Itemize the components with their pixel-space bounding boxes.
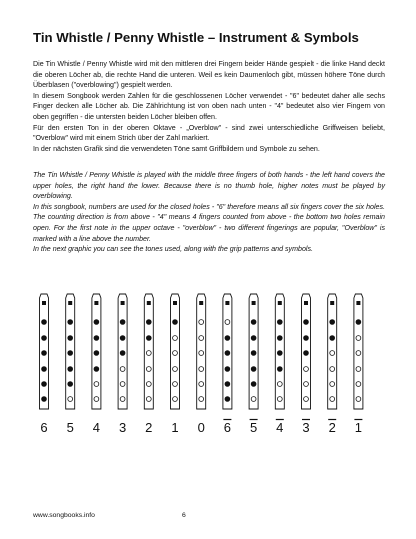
open-hole <box>173 351 178 356</box>
closed-hole <box>225 336 230 341</box>
closed-hole <box>277 336 282 341</box>
closed-hole <box>251 320 256 325</box>
whistle-diagram <box>92 294 101 435</box>
open-hole <box>120 397 125 402</box>
fingering-number: 3 <box>302 420 310 435</box>
german-paragraph: In diesem Songbook werden Zahlen für die geschlossenen Löcher verwendet - "6" bedeutet daher alle sechs Finger decken alle Löcher ab. Die Zählrichtung ist von oben nach unten - "4" bedeutet also vier Fingern von oben gegriffen - die untersten beiden Löcher bleiben offen. <box>33 91 385 121</box>
closed-hole <box>68 336 73 341</box>
fingering-number: 3 <box>118 420 127 435</box>
closed-hole <box>146 320 151 325</box>
closed-hole <box>330 320 335 325</box>
open-hole <box>330 351 335 356</box>
open-hole <box>225 320 230 325</box>
whistle-diagram <box>302 294 311 435</box>
open-hole <box>251 397 256 402</box>
whistle-diagram <box>275 294 284 435</box>
open-hole <box>356 397 361 402</box>
whistle-fipple <box>42 301 46 305</box>
whistle-diagram <box>40 294 49 435</box>
closed-hole <box>356 320 361 325</box>
open-hole <box>277 397 282 402</box>
whistle-fipple <box>173 301 177 305</box>
closed-hole <box>277 320 282 325</box>
closed-hole <box>68 351 73 356</box>
whistle-fipple <box>356 301 360 305</box>
whistle-diagram <box>223 294 232 435</box>
open-hole <box>120 382 125 387</box>
footer-page-number: 6 <box>182 512 186 519</box>
open-hole <box>199 367 204 372</box>
closed-hole <box>120 336 125 341</box>
open-hole <box>146 397 151 402</box>
open-hole <box>173 397 178 402</box>
whistle-diagram <box>197 294 206 435</box>
open-hole <box>304 382 309 387</box>
closed-hole <box>330 336 335 341</box>
open-hole <box>199 336 204 341</box>
english-paragraph: The Tin Whistle / Penny Whistle is played with the middle three fingers of both hands - the left hand covers the upper holes, the right hand the lower. Because there is no thumb hole, higher notes must be played by overblowing. <box>33 171 385 201</box>
closed-hole <box>68 382 73 387</box>
closed-hole <box>120 320 125 325</box>
open-hole <box>146 382 151 387</box>
fingering-number: 4 <box>92 420 101 435</box>
open-hole <box>199 382 204 387</box>
closed-hole <box>120 351 125 356</box>
fingering-number: 2 <box>328 420 336 435</box>
whistle-fipple <box>68 301 72 305</box>
open-hole <box>120 367 125 372</box>
closed-hole <box>146 336 151 341</box>
whistle-fipple <box>330 301 334 305</box>
fingering-number: 5 <box>66 420 74 435</box>
closed-hole <box>277 367 282 372</box>
closed-hole <box>225 382 230 387</box>
closed-hole <box>225 397 230 402</box>
open-hole <box>94 397 99 402</box>
closed-hole <box>42 367 47 372</box>
whistle-fipple <box>304 301 308 305</box>
closed-hole <box>251 367 256 372</box>
english-paragraph: In the next graphic you can see the tones used, along with the grip patterns and symbols. <box>33 245 313 254</box>
closed-hole <box>304 351 309 356</box>
open-hole <box>173 367 178 372</box>
fingering-number: 6 <box>40 420 48 435</box>
closed-hole <box>42 397 47 402</box>
open-hole <box>330 382 335 387</box>
german-paragraph: In der nächsten Grafik sind die verwendeten Töne samt Griffbildern und Symbole zu sehen. <box>33 144 320 153</box>
whistle-diagram <box>118 294 127 435</box>
english-paragraph: In this songbook, numbers are used for the closed holes - "6" therefore means all six fingers cover the six holes. The counting direction is from above - "4" means 4 fingers counted from above - the bottom two holes remain open. For the first note in the upper octave - "overblow" - two different fingerings are popular, "Overblow" is marked with a line above the number. <box>33 202 385 243</box>
closed-hole <box>42 382 47 387</box>
open-hole <box>173 382 178 387</box>
open-hole <box>68 397 73 402</box>
open-hole <box>277 382 282 387</box>
closed-hole <box>94 320 99 325</box>
closed-hole <box>304 336 309 341</box>
whistle-fipple <box>225 301 229 305</box>
open-hole <box>356 336 361 341</box>
closed-hole <box>94 351 99 356</box>
closed-hole <box>173 320 178 325</box>
closed-hole <box>42 336 47 341</box>
whistle-fipple <box>252 301 256 305</box>
fingering-number: 5 <box>249 420 258 435</box>
closed-hole <box>94 367 99 372</box>
open-hole <box>94 382 99 387</box>
open-hole <box>146 351 151 356</box>
german-paragraph: Die Tin Whistle / Penny Whistle wird mit den mittleren drei Fingern beider Hände gespielt - die linke Hand deckt die oberen Löcher ab, die rechte Hand die unteren. Weil es kein Daumenloch gibt, müssen höhere Töne durch Überblasen ("overblowing") gespielt werden. <box>33 60 385 90</box>
open-hole <box>304 367 309 372</box>
closed-hole <box>42 320 47 325</box>
closed-hole <box>42 351 47 356</box>
fingering-number: 4 <box>276 420 284 435</box>
closed-hole <box>68 367 73 372</box>
fingering-number: 2 <box>145 420 153 435</box>
open-hole <box>146 367 151 372</box>
whistle-fipple <box>278 301 282 305</box>
open-hole <box>356 382 361 387</box>
open-hole <box>356 351 361 356</box>
whistle-diagram <box>66 294 75 435</box>
whistle-diagram <box>249 294 258 435</box>
open-hole <box>199 351 204 356</box>
whistle-diagram <box>171 294 180 435</box>
open-hole <box>356 367 361 372</box>
open-hole <box>199 397 204 402</box>
footer-site: www.songbooks.info <box>33 512 95 519</box>
closed-hole <box>304 320 309 325</box>
german-paragraph: Für den ersten Ton in der oberen Oktave - „Overblow" - sind zwei unterschiedliche Griffweisen beliebt, "Overblow" wird mit einem Strich über der Zahl markiert. <box>33 123 385 143</box>
closed-hole <box>251 382 256 387</box>
closed-hole <box>225 367 230 372</box>
whistle-diagram <box>144 294 153 435</box>
fingering-number: 1 <box>354 420 363 435</box>
whistle-fipple <box>121 301 125 305</box>
page-title: Tin Whistle / Penny Whistle – Instrument & Symbols <box>33 30 359 45</box>
whistle-fipple <box>199 301 203 305</box>
fingering-number: 1 <box>171 420 179 435</box>
open-hole <box>304 397 309 402</box>
whistle-diagram <box>354 294 363 435</box>
closed-hole <box>251 351 256 356</box>
whistle-fipple <box>94 301 98 305</box>
fingering-number: 0 <box>197 420 205 435</box>
whistle-diagram <box>328 294 337 435</box>
open-hole <box>330 397 335 402</box>
open-hole <box>199 320 204 325</box>
open-hole <box>173 336 178 341</box>
closed-hole <box>68 320 73 325</box>
closed-hole <box>225 351 230 356</box>
open-hole <box>330 367 335 372</box>
whistle-fipple <box>147 301 151 305</box>
closed-hole <box>251 336 256 341</box>
fingering-number: 6 <box>223 420 232 435</box>
closed-hole <box>94 336 99 341</box>
closed-hole <box>277 351 282 356</box>
